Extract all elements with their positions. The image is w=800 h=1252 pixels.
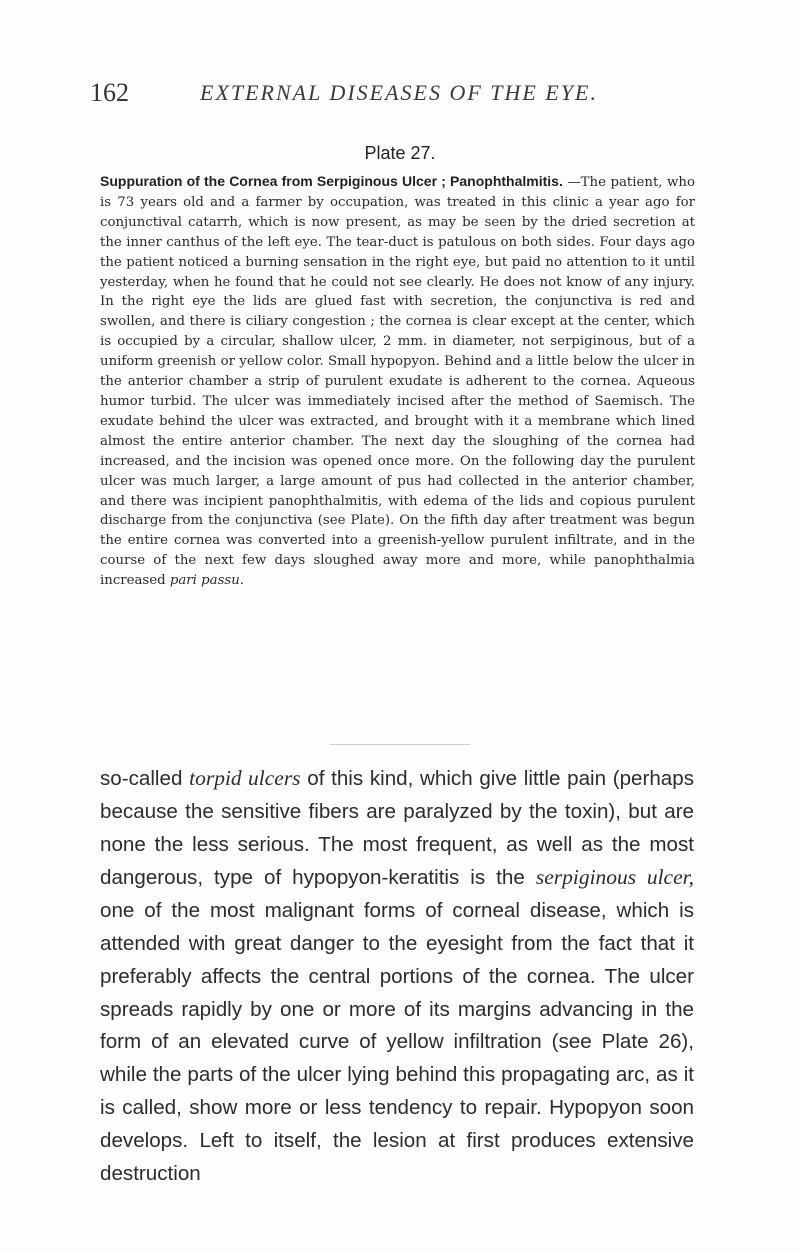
plate-caption — [100, 172, 695, 591]
body-text-2: of this kind, which give little pain (perhaps because the sensitive fibers are paralyzed by the toxin), but are none the less serious. The most frequent, as well as the most dangerous, type of hypopyon-keratitis is the — [100, 767, 695, 890]
page-header — [90, 78, 710, 110]
body-text-1: so-called — [100, 767, 190, 790]
section-divider — [330, 744, 470, 745]
caption-title: Suppuration of the Cornea from Serpiginous Ulcer ; Panophthalmitis. — [100, 173, 563, 189]
caption-end-italic: pari passu. — [169, 573, 245, 589]
body-italic-torpid-ulcers: torpid ulcers — [189, 766, 301, 790]
caption-text: —The patient, who is 73 years old and a farmer by occupation, was treated in this clinic a year ago for conjunctival catarrh, which is now present, as may be seen by the dried secretion at the inner canthus of the left eye. The tear-duct is patulous on both sides. Four days ago the patient noticed a burning sensation in the right eye, but paid no attention to it until yesterday, when he found that he could not see clearly. He does not know of any injury. In the right eye the lids are glued fast with secretion, the conjunctiva is red and swollen, and there is ciliary congestion ; the cornea is clear except at the center, which is occupied by a circular, shallow ulcer, 2 mm. in diameter, not serpiginous, but of a uniform greenish or yellow color. Small hypopyon. Behind and a little below the ulcer in the anterior chamber a strip of purulent exudate is adherent to the cornea. Aqueous humor turbid. The ulcer was immediately incised after the method of Saemisch. The exudate behind the ulcer was extracted, and brought with it a membrane which lined almost the entire anterior chamber. The next day the sloughing of the cornea had increased, and the incision was opened once more. On the following day the purulent ulcer was much larger, a large amount of pus had collected in the anterior chamber, and there was incipient panophthalmitis, with edema of the lids and copious purulent discharge from the conjunctiva (see Plate). On the fifth day after treatment was begun the entire cornea was converted into a greenish-yellow purulent infiltrate, and in the course of the next few days sloughed away more and more, while panophthalmia increased — [100, 175, 695, 589]
body-text-3: one of the most malignant forms of corneal disease, which is attended with great danger to the eyesight from the fact that it preferably affects the central portions of the cornea. The ulcer spreads rapidly by one or more of its margins advancing in the form of an elevated curve of yellow infiltration (see Plate 26), while the parts of the ulcer lying behind this propagating arc, as it is called, show more or less tendency to repair. Hypopyon soon develops. Left to itself, the lesion at first produces extensive destruction — [100, 899, 694, 1185]
page-number: 162 — [90, 78, 129, 107]
running-title: EXTERNAL DISEASES OF THE EYE. — [200, 80, 598, 105]
body-italic-serpiginous-ulcer: serpiginous ulcer, — [535, 865, 694, 890]
plate-heading: Plate 27. — [364, 143, 436, 163]
body-paragraph — [100, 762, 694, 1190]
